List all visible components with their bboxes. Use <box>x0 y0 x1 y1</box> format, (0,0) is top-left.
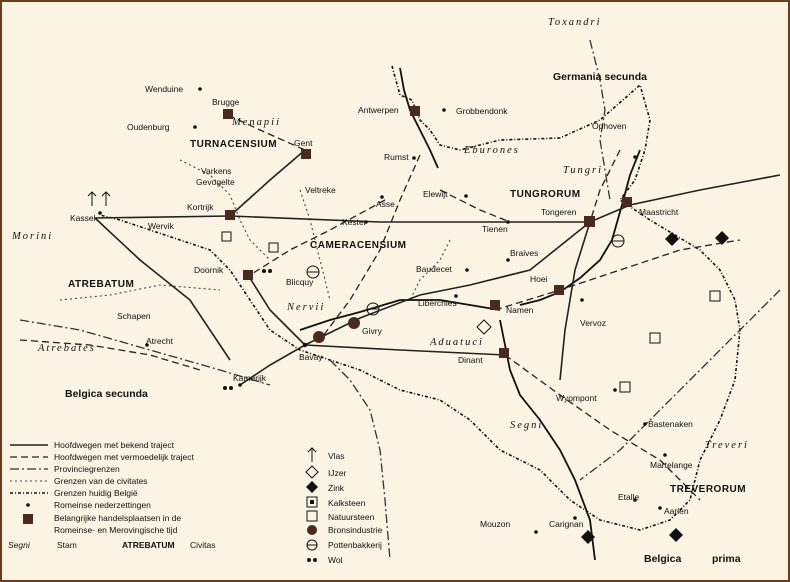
town-label: Carignan <box>549 519 584 529</box>
region-toxandri: Toxandri <box>548 17 602 28</box>
region-aduatuci: Aduatuci <box>430 337 484 348</box>
town-label: Asse <box>376 199 395 209</box>
civitas-turnacensium: TURNACENSIUM <box>190 139 278 150</box>
town-label: Kassel <box>70 213 96 223</box>
legend-belgian-border: Grenzen huidig België <box>54 488 138 498</box>
town-label: Kamerijk <box>233 373 267 383</box>
civitas-treverorum: TREVERORUM <box>670 484 747 495</box>
legend-limestone: Kalksteen <box>328 498 366 508</box>
town-label: Varkens <box>201 166 232 176</box>
civitas-tungrorum: TUNGRORUM <box>510 189 581 200</box>
town-label: Maastricht <box>639 207 679 217</box>
region-segni: Segni <box>510 420 544 431</box>
town-label: Mouzon <box>480 519 511 529</box>
town-label: Brugge <box>212 97 240 107</box>
civitas-cameracensium: CAMERACENSIUM <box>310 240 407 251</box>
legend-pottery: Pottenbakkerij <box>328 540 382 550</box>
town-label: Grobbendonk <box>456 106 508 116</box>
town-label: Veltreke <box>305 185 336 195</box>
town-label: Gevogelte <box>196 177 235 187</box>
town-label: Dinant <box>458 355 483 365</box>
wool-icon <box>307 558 311 562</box>
town-label: Liberchies <box>418 298 457 308</box>
region-tungri: Tungri <box>563 165 604 176</box>
town-label: Etalle <box>618 492 640 502</box>
town-label: Hoei <box>530 274 548 284</box>
legend-flax: Vlas <box>328 451 345 461</box>
legend-tribe-label: Stam <box>57 540 77 550</box>
province-belgica-secunda: Belgica secunda <box>65 388 148 400</box>
legend-wool: Wol <box>328 555 343 565</box>
town-label: Wenduine <box>145 84 184 94</box>
town-label: Kester <box>342 217 367 227</box>
town-label: Wyompont <box>556 393 597 403</box>
town-label: Martelange <box>650 460 693 470</box>
legend-civitas-example: ATREBATUM <box>122 540 175 550</box>
bronze-icon <box>307 525 317 535</box>
town-label: Blicquy <box>286 277 314 287</box>
civitas-atrebatum: ATREBATUM <box>68 279 135 290</box>
town-label: Ophoven <box>592 121 627 131</box>
town-label: Rumst <box>384 152 409 162</box>
legend-iron: IJzer <box>328 468 347 478</box>
legend-civitas-label: Civitas <box>190 540 216 550</box>
town-label: Elewijt <box>423 189 448 199</box>
region-nervii: Nervii <box>287 302 326 313</box>
legend-known-roads: Hoofdwegen met bekend traject <box>54 440 175 450</box>
legend-presumed-roads: Hoofdwegen met vermoedelijk traject <box>54 452 194 462</box>
province-prima: prima <box>712 553 741 565</box>
town-label: Bavay <box>299 352 323 362</box>
town-label: Antwerpen <box>358 105 399 115</box>
region-menapii: Menapii <box>232 117 281 128</box>
legend-bronze: Bronsindustrie <box>328 525 383 535</box>
legend-natural-stone: Natuursteen <box>328 512 375 522</box>
town-label: Aarlen <box>664 506 689 516</box>
town-label: Namen <box>506 305 534 315</box>
legend-province-borders: Provinciegrenzen <box>54 464 120 474</box>
town-label: Schapen <box>117 311 151 321</box>
region-germania-secunda: Germania secunda <box>553 71 647 83</box>
legend-zinc: Zink <box>328 483 345 493</box>
town-label: Doornik <box>194 265 224 275</box>
town-label: Tienen <box>482 224 508 234</box>
town-label: Atrecht <box>146 336 173 346</box>
legend-trade-places-1: Belangrijke handelsplaatsen in de <box>54 513 182 523</box>
legend-trade-places-2: Romeinse- en Merovingische tijd <box>54 525 178 535</box>
town-label: Bastenaken <box>648 419 693 429</box>
region-morini: Morini <box>12 231 54 242</box>
town-label: Oudenburg <box>127 122 170 132</box>
town-label: Kortrijk <box>187 202 214 212</box>
region-eburones: Eburones <box>464 145 520 156</box>
region-treveri: Treveri <box>705 440 749 451</box>
legend-tribe-example: Segni <box>8 540 30 550</box>
province-belgica: Belgica <box>644 553 682 565</box>
town-label: Baudecet <box>416 264 452 274</box>
legend-settlements: Romeinse nederzettingen <box>54 500 151 510</box>
town-label: Wervik <box>148 221 174 231</box>
town-label: Gent <box>294 138 313 148</box>
town-label: Tongeren <box>541 207 577 217</box>
town-label: Braives <box>510 248 539 258</box>
town-label: Vervoz <box>580 318 606 328</box>
region-atrebates: Atrebates <box>38 343 96 354</box>
town-label: Givry <box>362 326 382 336</box>
legend-civitas-borders: Grenzen van de civitates <box>54 476 148 486</box>
